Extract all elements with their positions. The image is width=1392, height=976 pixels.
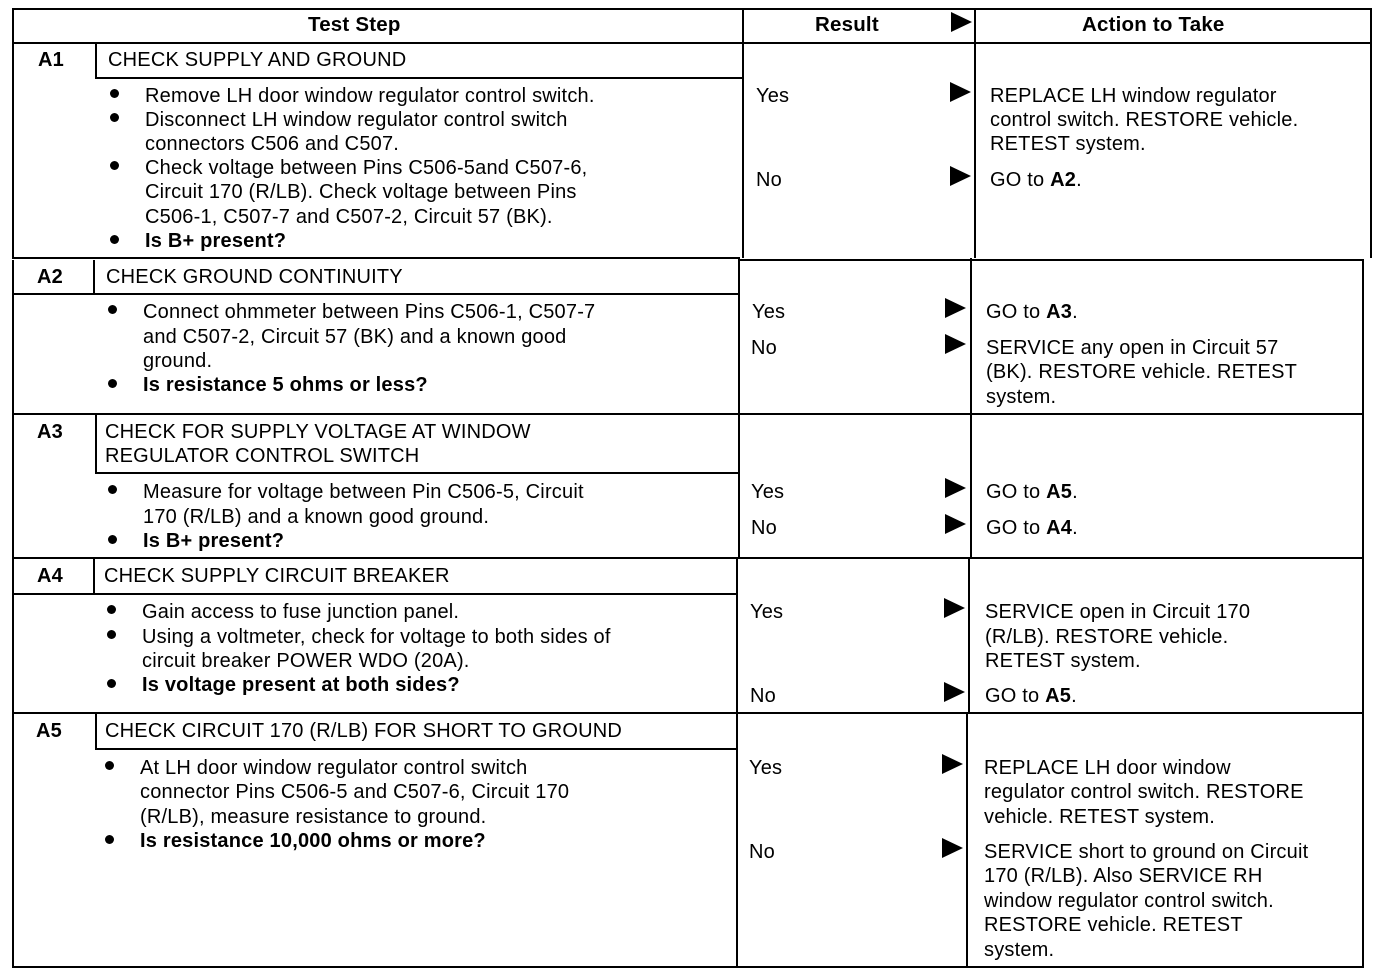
step-id: A1 bbox=[38, 49, 64, 71]
action-text: RETEST system. bbox=[985, 650, 1141, 672]
arrow-icon bbox=[950, 82, 971, 102]
step-bullet: connectors C506 and C507. bbox=[145, 133, 400, 155]
result-yes: Yes bbox=[750, 601, 784, 623]
action-text: control switch. RESTORE vehicle. bbox=[990, 109, 1299, 131]
step-id: A2 bbox=[37, 266, 63, 288]
action-text: regulator control switch. RESTORE bbox=[984, 781, 1304, 803]
action-text: GO to A4. bbox=[986, 517, 1078, 539]
action-text: SERVICE open in Circuit 170 bbox=[985, 601, 1251, 623]
step-question: Is resistance 5 ohms or less? bbox=[143, 374, 428, 396]
arrow-icon bbox=[945, 478, 966, 498]
arrow-icon bbox=[950, 166, 971, 186]
step-bullet: (R/LB), measure resistance to ground. bbox=[140, 806, 487, 828]
bullet-icon bbox=[108, 535, 117, 544]
bullet-icon bbox=[108, 305, 117, 314]
step-bullet: Remove LH door window regulator control switch. bbox=[145, 85, 595, 107]
arrow-icon bbox=[944, 682, 965, 702]
step-question: Is resistance 10,000 ohms or more? bbox=[140, 830, 486, 852]
step-title: REGULATOR CONTROL SWITCH bbox=[105, 445, 420, 467]
step-bullet: C506-1, C507-7 and C507-2, Circuit 57 (BK). bbox=[145, 206, 553, 228]
result-no: No bbox=[750, 685, 776, 707]
arrow-icon bbox=[944, 598, 965, 618]
header-test-step: Test Step bbox=[308, 13, 401, 36]
header-action: Action to Take bbox=[1082, 13, 1225, 36]
action-text: GO to A5. bbox=[986, 481, 1078, 503]
result-yes: Yes bbox=[756, 85, 790, 107]
step-bullet: Circuit 170 (R/LB). Check voltage between Pins bbox=[145, 181, 577, 203]
step-bullet: circuit breaker POWER WDO (20A). bbox=[142, 650, 470, 672]
step-title: CHECK GROUND CONTINUITY bbox=[106, 266, 403, 288]
result-yes: Yes bbox=[751, 481, 785, 503]
result-no: No bbox=[749, 841, 775, 863]
step-bullet: 170 (R/LB) and a known good ground. bbox=[143, 506, 490, 528]
step-id: A4 bbox=[37, 565, 63, 587]
step-id: A3 bbox=[37, 421, 63, 443]
step-bullet: Connect ohmmeter between Pins C506-1, C507-7 bbox=[143, 301, 596, 323]
bullet-icon bbox=[108, 485, 117, 494]
bullet-icon bbox=[107, 605, 116, 614]
action-text: REPLACE LH door window bbox=[984, 757, 1231, 779]
bullet-icon bbox=[110, 89, 119, 98]
action-text: window regulator control switch. bbox=[984, 890, 1274, 912]
bullet-icon bbox=[110, 113, 119, 122]
bullet-icon bbox=[110, 161, 119, 170]
step-question: Is voltage present at both sides? bbox=[142, 674, 460, 696]
step-bullet: Disconnect LH window regulator control switch bbox=[145, 109, 568, 131]
step-bullet: Using a voltmeter, check for voltage to both sides of bbox=[142, 626, 611, 648]
header-arrow-icon bbox=[951, 12, 972, 32]
step-title: CHECK SUPPLY AND GROUND bbox=[108, 49, 407, 71]
step-bullet: Check voltage between Pins C506-5and C507-6, bbox=[145, 157, 588, 179]
arrow-icon bbox=[942, 838, 963, 858]
arrow-icon bbox=[945, 298, 966, 318]
action-text: SERVICE any open in Circuit 57 bbox=[986, 337, 1279, 359]
action-text: system. bbox=[984, 939, 1055, 961]
step-bullet: ground. bbox=[143, 350, 213, 372]
result-yes: Yes bbox=[752, 301, 786, 323]
result-no: No bbox=[751, 337, 777, 359]
action-text: (BK). RESTORE vehicle. RETEST bbox=[986, 361, 1298, 383]
bullet-icon bbox=[105, 761, 114, 770]
action-text: RESTORE vehicle. RETEST bbox=[984, 914, 1243, 936]
header-result: Result bbox=[815, 13, 879, 36]
step-bullet: connector Pins C506-5 and C507-6, Circuit 170 bbox=[140, 781, 570, 803]
step-title: CHECK FOR SUPPLY VOLTAGE AT WINDOW bbox=[105, 421, 531, 443]
action-text: system. bbox=[986, 386, 1057, 408]
action-text: GO to A5. bbox=[985, 685, 1077, 707]
arrow-icon bbox=[942, 754, 963, 774]
action-text: SERVICE short to ground on Circuit bbox=[984, 841, 1309, 863]
action-text: (R/LB). RESTORE vehicle. bbox=[985, 626, 1229, 648]
bullet-icon bbox=[107, 630, 116, 639]
step-question: Is B+ present? bbox=[143, 530, 285, 552]
result-no: No bbox=[751, 517, 777, 539]
step-bullet: and C507-2, Circuit 57 (BK) and a known good bbox=[143, 326, 567, 348]
action-text: vehicle. RETEST system. bbox=[984, 806, 1215, 828]
action-text: 170 (R/LB). Also SERVICE RH bbox=[984, 865, 1263, 887]
action-text: RETEST system. bbox=[990, 133, 1146, 155]
result-yes: Yes bbox=[749, 757, 783, 779]
action-text: GO to A2. bbox=[990, 169, 1082, 191]
arrow-icon bbox=[945, 334, 966, 354]
step-bullet: At LH door window regulator control switch bbox=[140, 757, 528, 779]
step-id: A5 bbox=[36, 720, 62, 742]
action-text: REPLACE LH window regulator bbox=[990, 85, 1277, 107]
bullet-icon bbox=[108, 379, 117, 388]
step-bullet: Measure for voltage between Pin C506-5, Circuit bbox=[143, 481, 584, 503]
action-text: GO to A3. bbox=[986, 301, 1078, 323]
arrow-icon bbox=[945, 514, 966, 534]
bullet-icon bbox=[107, 679, 116, 688]
result-no: No bbox=[756, 169, 782, 191]
bullet-icon bbox=[105, 835, 114, 844]
bullet-icon bbox=[110, 235, 119, 244]
step-title: CHECK SUPPLY CIRCUIT BREAKER bbox=[104, 565, 450, 587]
step-bullet: Gain access to fuse junction panel. bbox=[142, 601, 460, 623]
step-question: Is B+ present? bbox=[145, 230, 287, 252]
step-title: CHECK CIRCUIT 170 (R/LB) FOR SHORT TO GROUND bbox=[105, 720, 623, 742]
